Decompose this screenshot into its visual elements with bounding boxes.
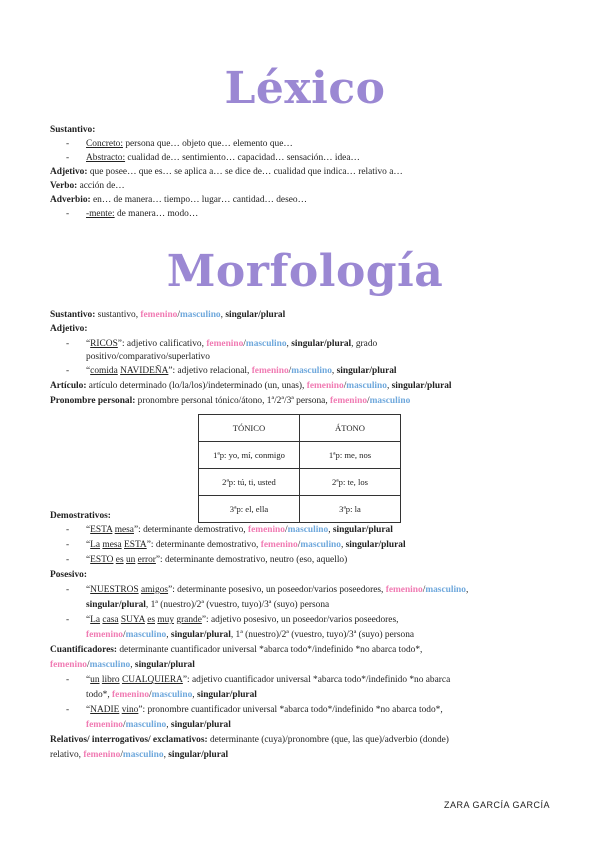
morf-adjetivo-heading: Adjetivo: xyxy=(50,324,88,334)
morf-sustantivo-line: Sustantivo: sustantivo, femenino/masculino, singular/plural xyxy=(50,310,286,320)
morf-relativos-line2: relativo, femenino/masculino, singular/plural xyxy=(50,750,229,760)
title-lexico: Léxico xyxy=(224,63,386,114)
morf-esto-item: - “ESTO es un error”: determinante demostrativo, neutro (eso, aquello) xyxy=(66,555,348,565)
morf-suya-line2: femenino/masculino, singular/plural, 1ª (nuestro)/2ª (vuestro, tuyo)/3ª (suyo) persona xyxy=(86,630,415,640)
table-cell: 2ªp: te, los xyxy=(300,469,401,496)
lexico-mente-item: - -mente: de manera… modo… xyxy=(66,209,199,219)
morf-esta-item: - “ESTA mesa”: determinante demostrativo, femenino/masculino, singular/plural xyxy=(66,525,393,535)
morf-cuantificadores-line2: femenino/masculino, singular/plural xyxy=(50,660,195,670)
title-morfologia: Morfología xyxy=(166,246,444,297)
table-cell: 3ªp: el, ella xyxy=(199,496,300,523)
morf-ricos-line2: positivo/comparativo/superlativo xyxy=(86,352,210,362)
table-header-cell: ÁTONO xyxy=(300,415,401,442)
morf-cualquiera-item: - “un libro CUALQUIERA”: adjetivo cuantificador universal *abarca todo*/indefinido *no abarca xyxy=(66,675,451,685)
lexico-verbo-line: Verbo: acción de… xyxy=(50,181,125,191)
table-row xyxy=(199,469,401,496)
table-cell: 3ªp: la xyxy=(300,496,401,523)
morf-relativos-line: Relativos/ interrogativos/ exclamativos: determinante (cuya)/pronombre (que, las que)/adverbio (donde) xyxy=(50,735,449,745)
table-row xyxy=(199,496,401,523)
table-cell: 2ªp: tú, ti, usted xyxy=(199,469,300,496)
morf-suya-item: - “La casa SUYA es muy grande”: adjetivo posesivo, un poseedor/varios poseedores, xyxy=(66,615,399,625)
morf-articulo-line: Artículo: artículo determinado (lo/la/los)/indeterminado (un, unas), femenino/masculino, singular/plural xyxy=(50,381,452,391)
author-footer: ZARA GARCÍA GARCÍA xyxy=(443,800,550,810)
lexico-adjetivo-line: Adjetivo: que posee… que es… se aplica a… se dice de… cualidad que indica… relativo a… xyxy=(50,167,403,177)
lexico-sustantivo-heading: Sustantivo: xyxy=(50,125,96,135)
morf-comida-item: - “comida NAVIDEÑA”: adjetivo relacional, femenino/masculino, singular/plural xyxy=(66,366,397,376)
table-cell: 1ªp: yo, mí, conmigo xyxy=(199,442,300,469)
morf-pronombre-line: Pronombre personal: pronombre personal tónico/átono, 1ª/2ª/3ª persona, femenino/masculino xyxy=(50,396,411,406)
morf-nuestros-line2: singular/plural, 1ª (nuestro)/2ª (vuestro, tuyo)/3ª (suyo) persona xyxy=(86,600,330,610)
table-cell: 1ªp: me, nos xyxy=(300,442,401,469)
lexico-concreto-item: - Concreto: persona que… objeto que… elemento que… xyxy=(66,139,293,149)
table-header-row xyxy=(199,415,401,442)
table-header-cell: TÓNICO xyxy=(199,415,300,442)
morf-cualquiera-line2: todo*, femenino/masculino, singular/plural xyxy=(86,690,257,700)
morf-demostrativos-heading: Demostrativos: xyxy=(50,511,111,521)
table-row xyxy=(199,442,401,469)
pronoun-table xyxy=(198,414,401,523)
lexico-abstracto-item: - Abstracto: cualidad de… sentimiento… capacidad… sensación… idea… xyxy=(66,153,360,163)
lexico-adverbio-line: Adverbio: en… de manera… tiempo… lugar… cantidad… deseo… xyxy=(50,195,307,205)
morf-nadie-item: - “NADIE vino”: pronombre cuantificador universal *abarca todo*/indefinido *no abarca todo*, xyxy=(66,705,443,715)
morf-la-item: - “La mesa ESTA”: determinante demostrativo, femenino/masculino, singular/plural xyxy=(66,540,406,550)
morf-nuestros-item: - “NUESTROS amigos”: determinante posesivo, un poseedor/varios poseedores, femenino/masculino, xyxy=(66,585,469,595)
morf-nadie-line2: femenino/masculino, singular/plural xyxy=(86,720,231,730)
morf-ricos-item: - “RICOS”: adjetivo calificativo, femenino/masculino, singular/plural, grado xyxy=(66,339,378,349)
morf-cuantificadores-line: Cuantificadores: determinante cuantificador universal *abarca todo*/indefinido *no abarca todo*, xyxy=(50,645,423,655)
morf-posesivo-heading: Posesivo: xyxy=(50,570,87,580)
